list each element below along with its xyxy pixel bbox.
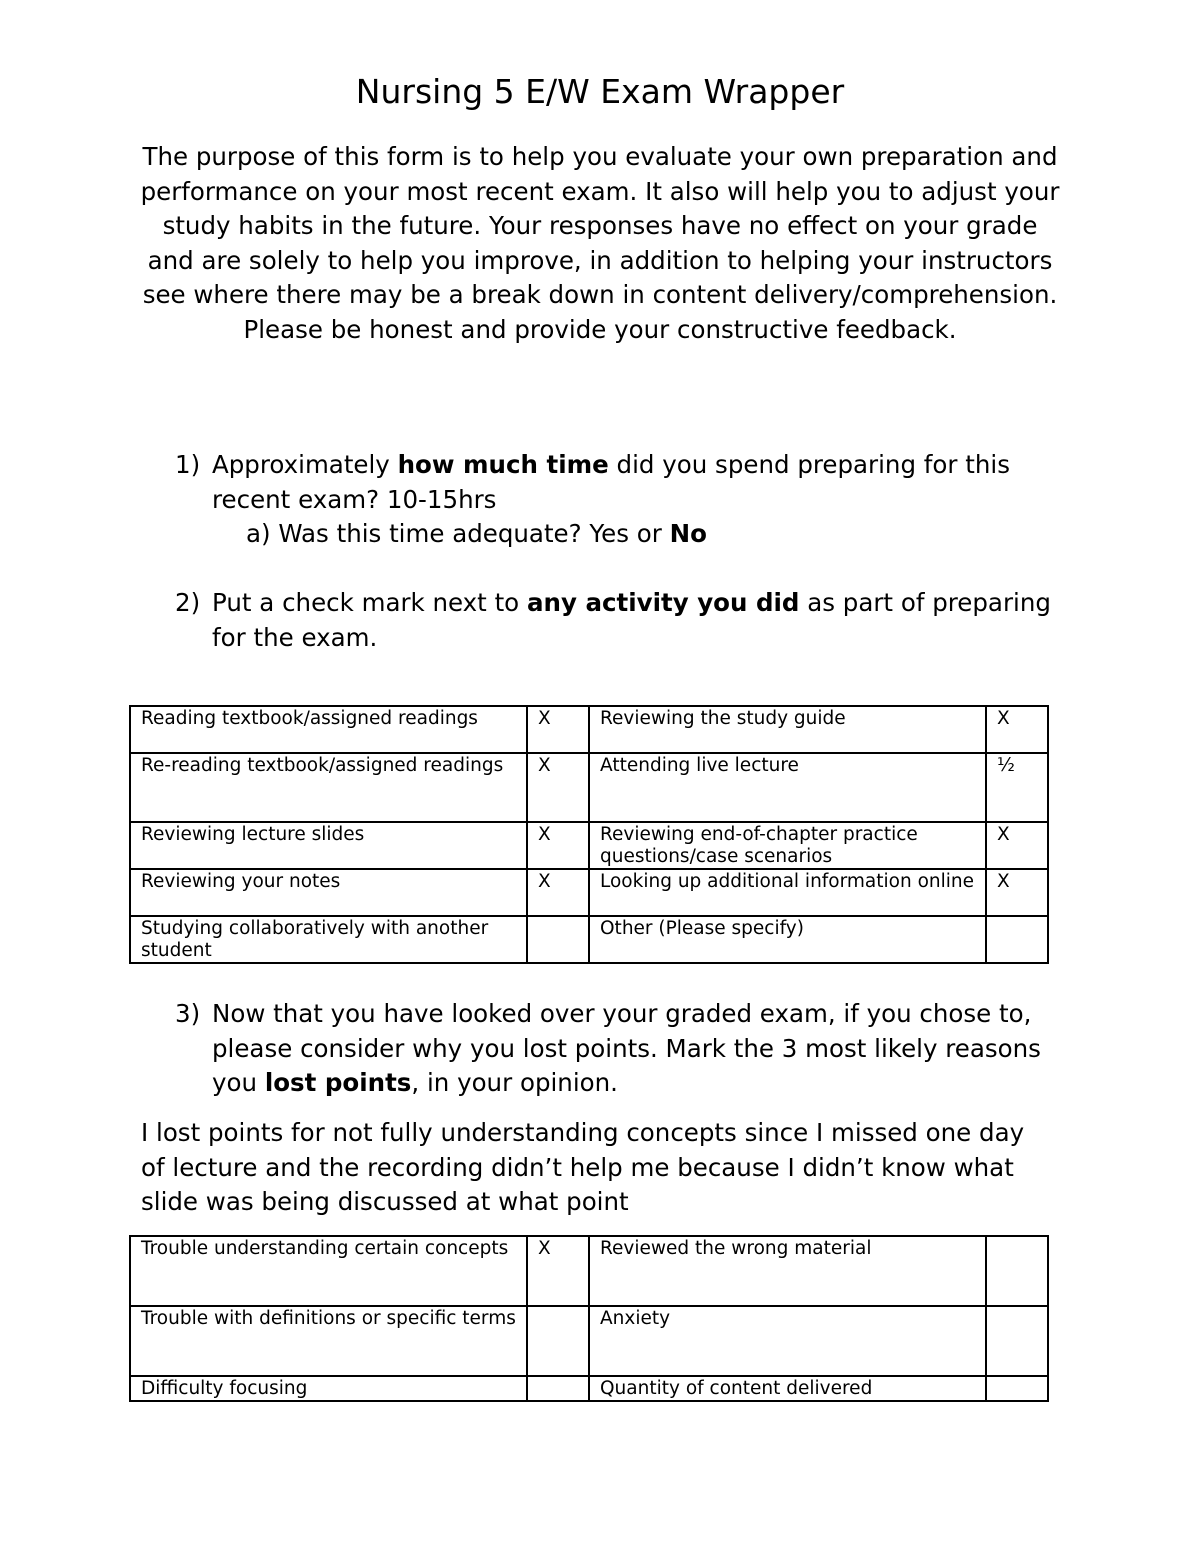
activity-label: Reading textbook/assigned readings: [130, 706, 527, 753]
reason-checkbox[interactable]: [986, 1376, 1048, 1401]
question-text-bold: any activity you did: [526, 588, 800, 617]
reason-response[interactable]: I lost points for not fully understanding concepts since I missed one day of lecture and the recording didn’t help me because I didn’t know what slide was being discussed at what point: [141, 1118, 1025, 1217]
reason-checkbox[interactable]: [527, 1376, 589, 1401]
question-text: [212, 586, 1052, 655]
activity-label: Reviewing end-of-chapter practice questions/case scenarios: [589, 822, 986, 869]
table-row: [130, 1306, 1048, 1376]
question-text-bold: lost points: [264, 1068, 412, 1098]
activity-checkbox[interactable]: [986, 916, 1048, 963]
activity-label: Reviewing your notes: [130, 869, 527, 916]
question-1a-text: a) Was this time adequate? Yes or: [246, 519, 670, 548]
question-text: [212, 448, 1052, 517]
reason-label: Difficulty focusing: [130, 1376, 527, 1401]
table-row: [130, 869, 1048, 916]
question-text-pre: Now that you have looked over your graded exam, if you chose to, please consider why you lost points. Mark the 3 most likely reasons you: [212, 999, 1041, 1098]
question-text-bold: how much time: [397, 450, 609, 479]
reason-label: Trouble understanding certain concepts: [130, 1236, 527, 1306]
activity-label: Attending live lecture: [589, 753, 986, 822]
reason-checkbox[interactable]: [986, 1236, 1048, 1306]
question-number: 3): [175, 999, 201, 1028]
intro-paragraph: The purpose of this form is to help you evaluate your own preparation and performance on your most recent exam. It also will help you to adjust your study habits in the future. Your responses have no effect on your grade and are solely to help you improve, in addition to helping your instructors see where there may be a break down in content delivery/comprehension. Please be honest and provide your constructive feedback.: [140, 142, 1060, 344]
activity-checkbox[interactable]: X: [527, 869, 589, 916]
question-text-pre: Put a check mark next to: [212, 588, 527, 617]
reason-checkbox[interactable]: X: [527, 1236, 589, 1306]
activity-label: Studying collaboratively with another student: [130, 916, 527, 963]
activity-checkbox[interactable]: X: [527, 706, 589, 753]
reason-checkbox[interactable]: [527, 1306, 589, 1376]
reason-label: Anxiety: [589, 1306, 986, 1376]
activity-label: Re-reading textbook/assigned readings: [130, 753, 527, 822]
reasons-table: [129, 1235, 1049, 1402]
activity-checkbox[interactable]: X: [986, 706, 1048, 753]
activity-checkbox[interactable]: ½: [986, 753, 1048, 822]
activity-label: Reviewing the study guide: [589, 706, 986, 753]
activity-checkbox[interactable]: X: [527, 753, 589, 822]
page-title: Nursing 5 E/W Exam Wrapper: [355, 72, 845, 111]
activity-checkbox[interactable]: X: [986, 822, 1048, 869]
question-1a: [246, 517, 707, 552]
activity-label: Other (Please specify): [589, 916, 986, 963]
reason-label: Trouble with definitions or specific terms: [130, 1306, 527, 1376]
activity-checkbox[interactable]: X: [986, 869, 1048, 916]
question-1a-answer: No: [669, 519, 707, 548]
question-number: 2): [175, 588, 201, 617]
activity-label: Looking up additional information online: [589, 869, 986, 916]
question-text-post: as part of preparing for the exam.: [212, 588, 1051, 652]
question-text-post: did you spend preparing for this recent exam? 10-15hrs: [212, 450, 1010, 514]
activity-label: Reviewing lecture slides: [130, 822, 527, 869]
table-row: [130, 916, 1048, 963]
table-row: [130, 753, 1048, 822]
reason-label: Reviewed the wrong material: [589, 1236, 986, 1306]
question-number: 1): [175, 450, 201, 479]
reason-label: Quantity of content delivered: [589, 1376, 986, 1401]
activity-checkbox[interactable]: [527, 916, 589, 963]
question-text-pre: Approximately: [212, 450, 398, 479]
activities-table: [129, 705, 1049, 964]
table-row: [130, 706, 1048, 753]
table-row: [130, 1376, 1048, 1401]
question-text: [212, 997, 1052, 1101]
activity-checkbox[interactable]: X: [527, 822, 589, 869]
question-text-post: , in your opinion.: [411, 1068, 618, 1098]
table-row: [130, 822, 1048, 869]
table-row: [130, 1236, 1048, 1306]
reason-checkbox[interactable]: [986, 1306, 1048, 1376]
